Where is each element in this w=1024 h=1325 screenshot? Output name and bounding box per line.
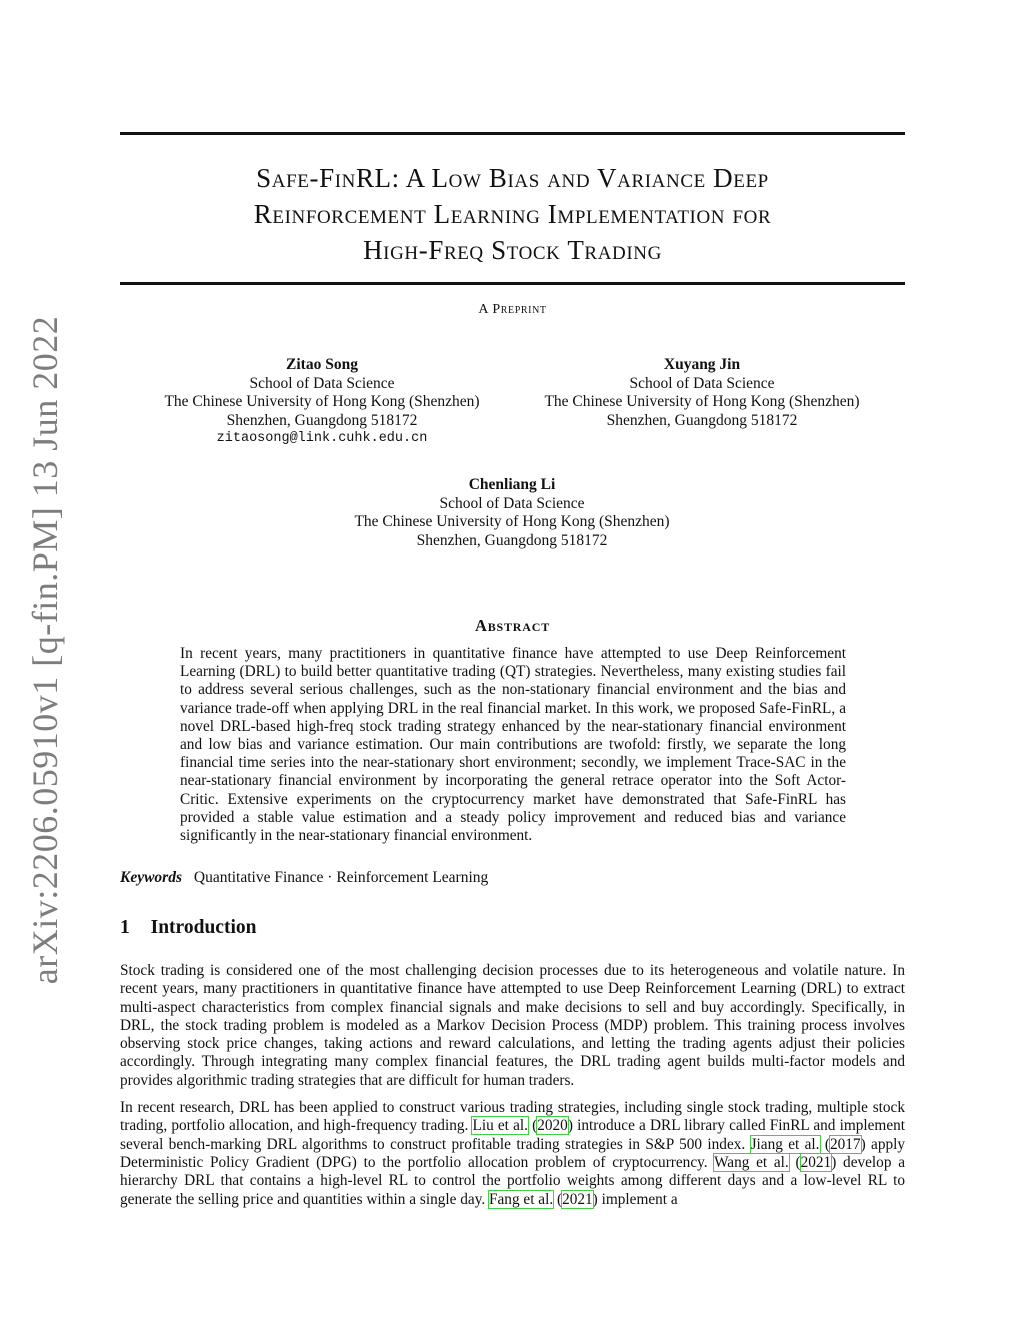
author-block-1 <box>122 356 522 449</box>
author-address: Shenzhen, Guangdong 518172 <box>416 531 608 549</box>
author-block-3 <box>312 476 712 550</box>
section-number: 1 <box>120 917 130 938</box>
author-school: School of Data Science <box>629 374 775 392</box>
introduction-body <box>120 962 905 1218</box>
paragraph-text: introduce a DRL library called FinRL and implement several bench-marking DRL algorithms to construct profitable trading strategies in S&P 500 index. <box>120 1117 906 1153</box>
paragraph-text: In recent research, DRL has been applied to construct various trading strategies, including single stock trading, multiple stock trading, portfolio allocation, and high-frequency trading. <box>120 1099 905 1135</box>
author-university: The Chinese University of Hong Kong (Shenzhen) <box>354 513 670 530</box>
title-line-3: High-Freq Stock Trading <box>363 235 662 265</box>
intro-paragraph-2: In recent research, DRL has been applied to construct various trading strategies, including single stock trading, multiple stock trading, portfolio allocation, and high-frequency trading. Liu et al. (2020) introduce a DRL library called FinRL and implement several bench-marking DRL algorithms to construct profitable trading strategies in S&P 500 index. Jiang et al. (2017) apply Deterministic Policy Gradient (DPG) to the portfolio allocation problem of cryptocurrency. Wang et al. (2021) develop a hierarchy DRL that contains a high-level RL to control the portfolio weights among different days and a low-level RL to generate the selling price and quantities within a single day. Fang et al. (2021) implement a <box>120 1099 906 1208</box>
author-name: Chenliang Li <box>468 476 556 493</box>
citation-link-jiang[interactable]: Jiang et al. <box>750 1135 820 1153</box>
author-school: School of Data Science <box>439 494 585 512</box>
preprint-label: A Preprint <box>478 302 547 317</box>
citation-link-fang[interactable]: Fang et al. <box>489 1190 554 1208</box>
author-university: The Chinese University of Hong Kong (Shenzhen) <box>164 393 480 410</box>
citation-year-link-wang[interactable]: 2021 <box>800 1153 832 1171</box>
citation-year-link-fang[interactable]: 2021 <box>562 1190 593 1208</box>
author-name: Zitao Song <box>286 356 358 373</box>
author-block-2 <box>502 356 902 430</box>
citation-link-liu[interactable]: Liu et al. <box>472 1117 528 1135</box>
citation-year-link-jiang[interactable]: 2017 <box>829 1135 861 1153</box>
section-title: Introduction <box>150 917 257 938</box>
paragraph-text: implement a <box>597 1190 678 1208</box>
paper-title <box>120 160 905 268</box>
arxiv-stamp: arXiv:2206.05910v1 [q-fin.PM] 13 Jun 2022 <box>25 315 65 985</box>
citation-year-link-liu[interactable]: 2020 <box>537 1117 568 1135</box>
author-school: School of Data Science <box>249 374 395 392</box>
paragraph-text: develop a hierarchy DRL that contains a high-level RL to control the portfolio weights among different days and a low-level RL to generate the selling price and quantities within a single day. <box>120 1153 906 1208</box>
keywords-label: Keywords <box>120 869 182 886</box>
title-line-2: Reinforcement Learning Implementation for <box>253 199 772 229</box>
author-university: The Chinese University of Hong Kong (Shenzhen) <box>544 393 860 410</box>
title-bottom-rule <box>120 282 905 285</box>
author-email-link[interactable]: zitaosong@link.cuhk.edu.cn <box>216 431 428 446</box>
author-address: Shenzhen, Guangdong 518172 <box>226 411 418 429</box>
title-line-1: Safe-FinRL: A Low Bias and Variance Deep <box>256 163 769 193</box>
title-top-rule <box>120 132 905 135</box>
intro-paragraph-1: Stock trading is considered one of the most challenging decision processes due to its heterogeneous and volatile nature. In recent years, many practitioners in quantitative finance have attempted to use Deep Reinforcement Learning (DRL) to extract multi-aspect characteristics from complex financial signals and make decisions to sell and buy accordingly. Specifically, in DRL, the stock trading problem is modeled as a Markov Decision Process (MDP) problem. This training process involves observing stock price changes, taking actions and reward calculations, and letting the trading agents adjust their policies accordingly. Through integrating many complex financial features, the DRL trading agent builds multi-factor models and provides algorithmic trading strategies that are difficult for human traders. <box>120 962 905 1089</box>
abstract-body: In recent years, many practitioners in quantitative finance have attempted to use Deep Reinforcement Learning (DRL) to build better quantitative trading (QT) strategies. Nevertheless, many existing studies fail to address several serious challenges, such as the non-stationary financial environment and the bias and variance trade-off when applying DRL in the real financial market. In this work, we proposed Safe-FinRL, a novel DRL-based high-freq stock trading strategy enhanced by the near-stationary financial environment and low bias and variance estimation. Our main contributions are twofold: firstly, we separate the long financial time series into the near-stationary short environment; secondly, we implement Trace-SAC in the near-stationary financial environment by incorporating the general retrace operator into the Soft Actor-Critic. Extensive experiments on the cryptocurrency market have demonstrated that Safe-FinRL has provided a stable value estimation and a steady policy improvement and reduced bias and variance significantly in the near-stationary financial environment. <box>180 645 846 845</box>
abstract-heading: Abstract <box>475 616 550 635</box>
paragraph-text: apply Deterministic Policy Gradient (DPG) to the portfolio allocation problem of cryptocurrency. <box>120 1135 906 1171</box>
author-address: Shenzhen, Guangdong 518172 <box>606 411 798 429</box>
author-name: Xuyang Jin <box>663 356 741 373</box>
keywords-text: Quantitative Finance · Reinforcement Learning <box>193 869 489 886</box>
keywords-line <box>120 869 488 887</box>
citation-link-wang[interactable]: Wang et al. <box>714 1153 789 1171</box>
section-heading <box>120 917 256 939</box>
